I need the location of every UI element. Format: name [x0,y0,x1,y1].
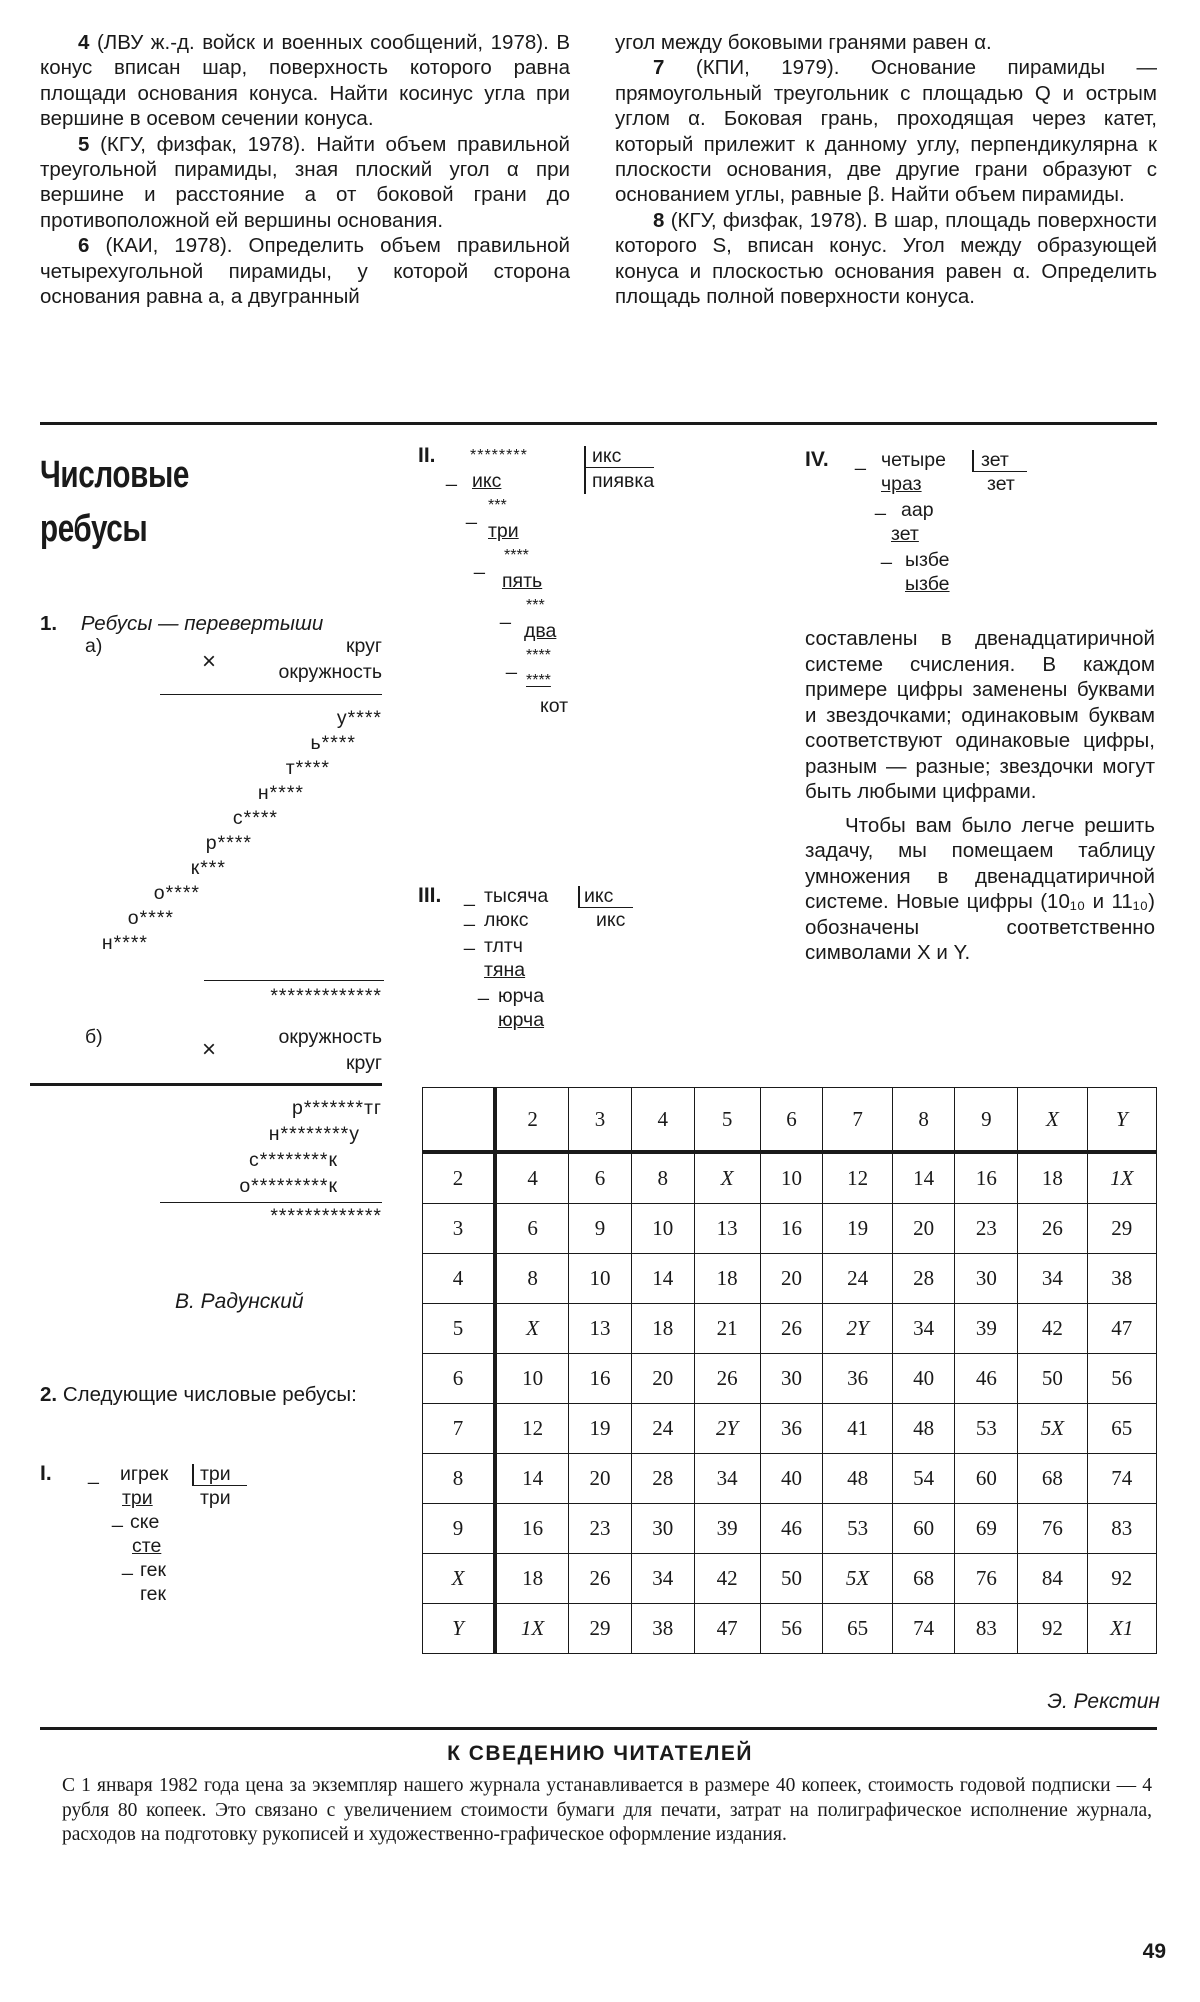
explanation [805,626,1155,966]
page-number: 49 [1142,1940,1166,1963]
table-cell: 13 [694,1204,760,1254]
table-header-cell: 9 [955,1088,1018,1153]
table-cell: 68 [1018,1454,1087,1504]
table-header-cell: 3 [569,1088,632,1153]
table-cell: 2Y [694,1404,760,1454]
table-cell: 30 [955,1254,1018,1304]
table-header-cell: X [1018,1088,1087,1153]
table-cell: 12 [495,1404,569,1454]
notice-text: С 1 января 1982 года цена за экземпляр нашего журнала устанавливается в размере 40 копеек, стоимость годовой подписки — 4 рубля 80 копеек. Это связано с увеличением стоимости бумаги для печати, затрат на полиграфическое исполнение журнала, расходов на подготовку рукописей и художественно-графическое оформление издания. [62,1775,1152,1845]
table-cell: 12 [823,1152,892,1204]
table-cell: 9 [569,1204,632,1254]
table-row [423,1404,1157,1454]
problem-6-continuation: угол между боковыми гранями равен α. [615,31,992,54]
table-cell: 28 [892,1254,955,1304]
multiplication-table [422,1087,1157,1654]
table-cell: 29 [569,1604,632,1654]
table-cell: 20 [631,1354,694,1404]
table-cell: X [495,1304,569,1354]
table-cell: 10 [495,1354,569,1404]
table-cell: 48 [823,1454,892,1504]
top-right-column [615,30,1157,309]
table-cell: 50 [1018,1354,1087,1404]
table-cell: 39 [955,1304,1018,1354]
section-title: Числовые ребусы [40,454,189,550]
table-cell: 10 [631,1204,694,1254]
table-cell: 28 [631,1454,694,1504]
table-cell: 74 [1087,1454,1156,1504]
table-cell: 14 [495,1454,569,1504]
table-row-header: 3 [423,1204,496,1254]
table-cell: 68 [892,1554,955,1604]
problem-7: 7 (КПИ, 1979). Основание пирамиды — прямоугольный треугольник с площадью Q и острым углом α. Боковая грань, проходящая через катет, который прилежит к данному углу, перпендикулярна к плоскости основания, две другие грани образуют с основанием углы, равные β. Найти объем пирамиды. [615,56,1158,207]
table-cell: 46 [760,1504,823,1554]
table-row-header: Y [423,1604,496,1654]
table-row-header: 2 [423,1152,496,1204]
table-cell: 34 [694,1454,760,1504]
table-cell: 83 [955,1604,1018,1654]
a-top-factor: круг [345,635,382,657]
table-header-cell: 8 [892,1088,955,1153]
table-cell: 34 [892,1304,955,1354]
table-row-header: 4 [423,1254,496,1304]
notice-rule [40,1727,1157,1730]
table-cell: 20 [892,1204,955,1254]
explanation-paragraph-1: составлены в двенадцатиричной системе счисления. В каждом примере цифры заменены буквами и звездочками; одинаковым буквам соответствуют одинаковые цифры, разным — разные; звездочки могут быть любыми цифрами. [805,627,1155,803]
table-cell: 26 [760,1304,823,1354]
table-cell: 92 [1087,1554,1156,1604]
table-row [423,1504,1157,1554]
table-row-header: 9 [423,1504,496,1554]
rebus-1: I. _ игрек три три три _ ске сте _ гек гек [40,1462,340,1622]
table-cell: 84 [1018,1554,1087,1604]
table-cell: 29 [1087,1204,1156,1254]
table-cell: 8 [495,1254,569,1304]
table-cell: 5X [1018,1404,1087,1454]
table-cell: 8 [631,1152,694,1204]
table-cell: 48 [892,1404,955,1454]
table-cell: 36 [823,1354,892,1404]
table-cell: 46 [955,1354,1018,1404]
a-times: × [202,648,217,675]
table-cell: 65 [823,1604,892,1654]
problem-6: 6 (КАИ, 1978). Определить объем правильной четырехугольной пирамиды, у которой сторона основания равна a, а двугранный [40,234,570,309]
problem-8: 8 (КГУ, физфак, 1978). В шар, площадь поверхности которого S, вписан конус. Угол между образующей конуса и плоскостью основания равен α. Определить площадь полной поверхности конуса. [615,208,1157,309]
table-cell: 18 [1018,1152,1087,1204]
table-cell: 83 [1087,1504,1156,1554]
table-cell: 23 [569,1504,632,1554]
task1-heading: 1. Ребусы — перевертыши [40,612,324,635]
table-cell: 26 [1018,1204,1087,1254]
table-cell: 40 [760,1454,823,1504]
table-row [423,1204,1157,1254]
task2-text: 2. Следующие числовые ребусы: [40,1383,357,1406]
table-cell: 60 [892,1504,955,1554]
top-left-column [40,30,570,309]
b-label: б) [85,1026,103,1048]
table-cell: 53 [823,1504,892,1554]
b-bottom-factor: круг [345,1052,382,1074]
author-rekstin: Э. Рекстин [1047,1690,1160,1713]
table-cell: 30 [760,1354,823,1404]
table-cell: 38 [631,1604,694,1654]
table-cell: 40 [892,1354,955,1404]
table-cell: 56 [1087,1354,1156,1404]
table-header-cell: 5 [694,1088,760,1153]
table-header-cell: 7 [823,1088,892,1153]
table-cell: 18 [694,1254,760,1304]
table-cell: 39 [694,1504,760,1554]
table-cell: 76 [955,1554,1018,1604]
table-row [423,1304,1157,1354]
a-factor-rule [160,694,382,695]
table-row [423,1554,1157,1604]
table-cell: 60 [955,1454,1018,1504]
table-cell: 1X [1087,1152,1156,1204]
rebus-4: IV. _ четыре зет зет чраз _ аар зет _ ызбе ызбе [805,448,1105,608]
b-result-rule [160,1202,382,1203]
table-cell: 24 [823,1254,892,1304]
table-cell: 10 [569,1254,632,1304]
rebus-3: III. _ тысяча икс икс _ люкс _ тлтч тяна _ юрча юрча [418,884,718,1044]
table-cell: 5X [823,1554,892,1604]
a-bottom-factor: окружность [278,661,382,683]
table-cell: 16 [760,1204,823,1254]
table-cell: 36 [760,1404,823,1454]
table-cell: 42 [1018,1304,1087,1354]
a-result: ************* [270,985,382,1007]
table-header-cell: 6 [760,1088,823,1153]
table-cell: X1 [1087,1604,1156,1654]
table-cell: 26 [569,1554,632,1604]
table-row-header: 5 [423,1304,496,1354]
b-result: ************* [270,1205,382,1227]
notice-title: К СВЕДЕНИЮ ЧИТАТЕЛЕЙ [447,1742,753,1765]
table-cell: 53 [955,1404,1018,1454]
table-cell: 4 [495,1152,569,1204]
table-cell: 18 [495,1554,569,1604]
problem-4: 4 (ЛВУ ж.-д. войск и военных сообщений, 1978). В конус вписан шар, поверхность которого равна площади основания конуса. Найти косинус угла при вершине в осевом сечении конуса. [40,31,570,131]
table-cell: 10 [760,1152,823,1204]
table-cell: 24 [631,1404,694,1454]
table-cell: 50 [760,1554,823,1604]
table-row-header: X [423,1554,496,1604]
table-row-header: 8 [423,1454,496,1504]
table-cell: 56 [760,1604,823,1654]
table-cell: 1X [495,1604,569,1654]
author-radunsky: В. Радунский [175,1290,304,1313]
table-cell: 26 [694,1354,760,1404]
table-row [423,1604,1157,1654]
b-times: × [202,1036,217,1063]
table-cell: 19 [823,1204,892,1254]
table-cell: 19 [569,1404,632,1454]
table-cell: 14 [631,1254,694,1304]
table-cell: 16 [569,1354,632,1404]
table-header-cell: 4 [631,1088,694,1153]
table-cell: 6 [495,1204,569,1254]
table-row [423,1454,1157,1504]
table-cell: 41 [823,1404,892,1454]
table-cell: 47 [694,1604,760,1654]
table-cell: 65 [1087,1404,1156,1454]
table-cell: 23 [955,1204,1018,1254]
table-cell: 34 [1018,1254,1087,1304]
rebus-2: II. ******** икс пиявка _ икс *** _ три **** _ пять *** _ два **** _ **** кот [418,444,655,717]
table-cell: 2Y [823,1304,892,1354]
table-row-header: 7 [423,1404,496,1454]
a-label: а) [85,635,103,657]
b-factor-rule [30,1083,382,1086]
table-cell: 47 [1087,1304,1156,1354]
table-header-cell [423,1088,496,1153]
table-header-cell: Y [1087,1088,1156,1153]
table-cell: 54 [892,1454,955,1504]
table-row [423,1152,1157,1204]
problem-5: 5 (КГУ, физфак, 1978). Найти объем правильной треугольной пирамиды, зная плоский угол α при вершине и расстояние a от боковой грани до противоположной ей вершины основания. [40,132,571,232]
table-cell: 13 [569,1304,632,1354]
table-cell: 30 [631,1504,694,1554]
table-cell: 38 [1087,1254,1156,1304]
table-row [423,1354,1157,1404]
table-row-header: 6 [423,1354,496,1404]
table-row [423,1254,1157,1304]
table-cell: 6 [569,1152,632,1204]
explanation-paragraph-2: Чтобы вам было легче решить задачу, мы помещаем таблицу умножения в двенадцатиричной системе. Новые цифры (10₁₀ и 11₁₀) обозначены соответственно символами X и Y. [805,813,1155,964]
a-result-rule [204,980,384,981]
table-cell: 42 [694,1554,760,1604]
table-cell: 16 [955,1152,1018,1204]
table-cell: 14 [892,1152,955,1204]
table-header-cell: 2 [495,1088,569,1153]
table-cell: 21 [694,1304,760,1354]
table-cell: 16 [495,1504,569,1554]
table-header-row [423,1088,1157,1153]
table-cell: 76 [1018,1504,1087,1554]
table-cell: 92 [1018,1604,1087,1654]
b-top-factor: окружность [278,1026,382,1048]
table-cell: 20 [569,1454,632,1504]
table-cell: 34 [631,1554,694,1604]
table-cell: 69 [955,1504,1018,1554]
table-cell: 74 [892,1604,955,1654]
table-cell: X [694,1152,760,1204]
table-cell: 18 [631,1304,694,1354]
table-cell: 20 [760,1254,823,1304]
section-rule [40,422,1157,425]
